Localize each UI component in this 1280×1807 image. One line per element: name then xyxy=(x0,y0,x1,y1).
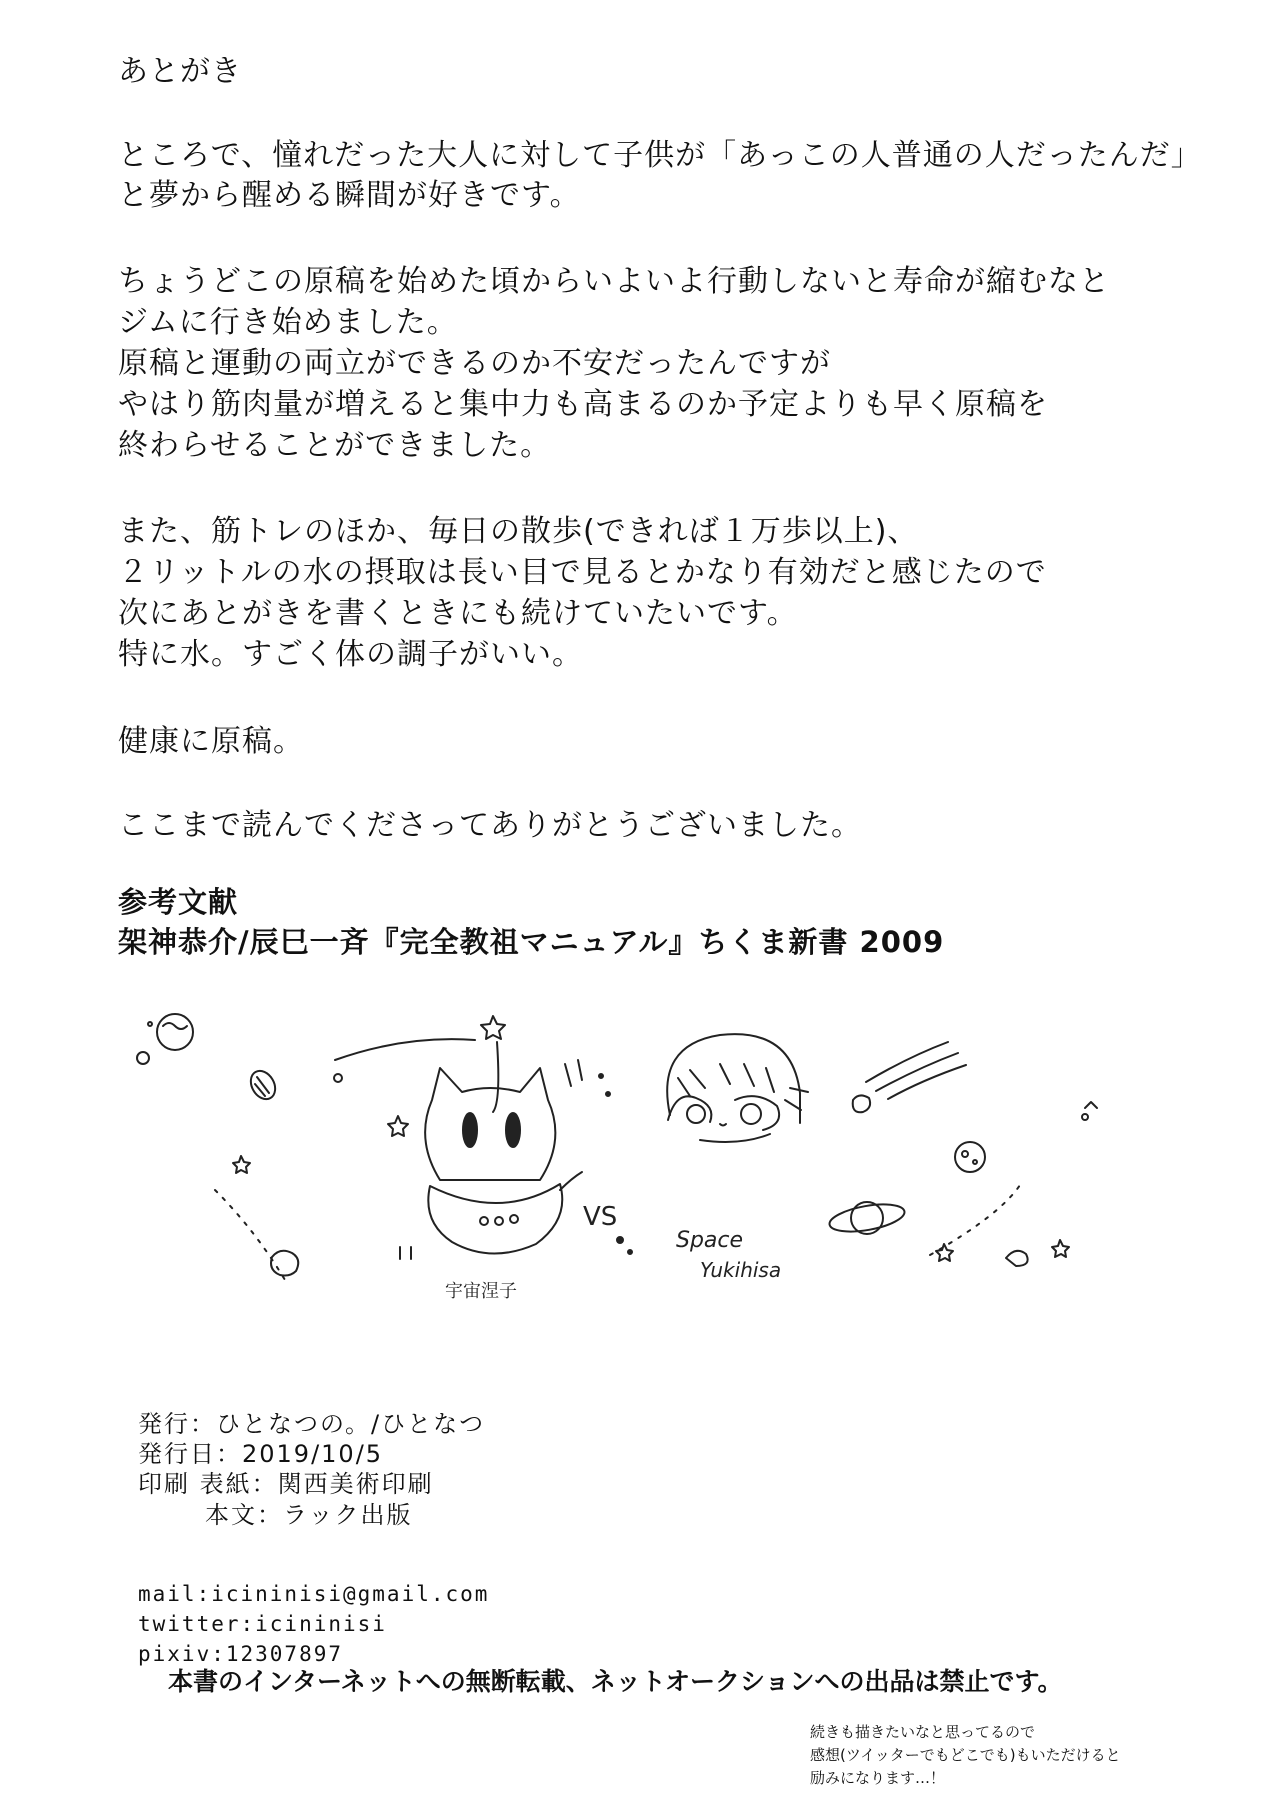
para3-line3: 次にあとがきを書くときにも続けていたいです。 xyxy=(118,596,798,631)
colophon-date: 発行日：2019/10/5 xyxy=(138,1440,384,1468)
ringed-planet-icon xyxy=(827,1200,906,1237)
para3-line1: また、筋トレのほか、毎日の散歩(できれば１万歩以上)、 xyxy=(118,514,919,549)
comet-tail-icon xyxy=(866,1042,966,1099)
vs-label: VS xyxy=(583,1202,618,1232)
para1-line1: ところで、憧れだった大人に対して子供が「あっこの人普通の人だったんだ」 xyxy=(118,138,1202,173)
small-note-line3: 励みになります…！ xyxy=(810,1769,946,1787)
space-doodle-illustration xyxy=(0,990,1280,1310)
para3-line2: ２リットルの水の摂取は長い目で見るとかなり有効だと感じたので xyxy=(118,555,1047,590)
para2-line3: 原稿と運動の両立ができるのか不安だったんですが xyxy=(118,346,831,381)
para2-line5: 終わらせることができました。 xyxy=(118,428,552,463)
cat-robot-character xyxy=(400,1042,582,1259)
afterword-heading: あとがき xyxy=(118,54,242,89)
contact-twitter: twitter:icininisi xyxy=(138,1612,387,1636)
planet-doodle-icon xyxy=(137,1014,193,1064)
contact-mail: mail:icininisi@gmail.com xyxy=(138,1582,490,1606)
blob-doodle-icon xyxy=(271,1251,298,1276)
colophon-publisher: 発行：ひとなつの。/ひとなつ xyxy=(138,1410,486,1438)
dot-doodle-icon xyxy=(334,1074,342,1082)
para1-line2: と夢から醒める瞬間が好きです。 xyxy=(118,178,581,213)
para4-line: 健康に原稿。 xyxy=(118,724,304,759)
para5-line: ここまで読んでくださってありがとうございました。 xyxy=(118,808,862,843)
exclaim-doodle-icon xyxy=(565,1060,582,1086)
star-doodle-icon xyxy=(1052,1240,1069,1257)
trail-doodle-icon xyxy=(215,1190,285,1280)
para2-line2: ジムに行き始めました。 xyxy=(118,305,458,340)
small-note-line2: 感想(ツイッターでもどこでも)もいただけると xyxy=(810,1746,1121,1764)
para2-line1: ちょうどこの原稿を始めた頃からいよいよ行動しないと寿命が縮むなと xyxy=(118,264,1110,299)
references-heading: 参考文献 xyxy=(118,885,239,919)
seed-doodle-icon xyxy=(246,1067,280,1104)
colophon-printing-body: 本文：ラック出版 xyxy=(205,1501,413,1529)
moon-doodle-icon xyxy=(955,1142,985,1172)
colophon-printing-cover: 印刷 表紙：関西美術印刷 xyxy=(138,1470,434,1498)
contact-pixiv: pixiv:12307897 xyxy=(138,1642,344,1666)
star-doodle-icon xyxy=(233,1156,250,1173)
star-doodle-icon xyxy=(936,1244,953,1261)
reproduction-notice: 本書のインターネットへの無断転載、ネットオークションへの出品は禁止です。 xyxy=(168,1667,1063,1696)
small-note-line1: 続きも描きたいなと思ってるので xyxy=(810,1723,1036,1741)
right-character-label-1: Space xyxy=(676,1228,744,1253)
left-character-label: 宇宙涅子 xyxy=(445,1281,517,1302)
music-doodle-icon xyxy=(1085,1102,1097,1108)
blob-doodle-icon xyxy=(1006,1251,1028,1266)
para2-line4: やはり筋肉量が増えると集中力も高まるのか予定よりも早く原稿を xyxy=(118,387,1048,422)
para3-line4: 特に水。すごく体の調子がいい。 xyxy=(118,637,583,672)
yukihisa-character xyxy=(667,1034,808,1142)
blob-doodle-icon xyxy=(853,1095,870,1112)
star-doodle-icon xyxy=(481,1016,505,1039)
swoosh-doodle-icon xyxy=(335,1039,475,1060)
right-character-label-2: Yukihisa xyxy=(700,1258,782,1282)
star-doodle-icon xyxy=(388,1116,408,1136)
references-entry: 架神恭介/辰巳一斉『完全教祖マニュアル』ちくま新書 2009 xyxy=(118,925,945,959)
